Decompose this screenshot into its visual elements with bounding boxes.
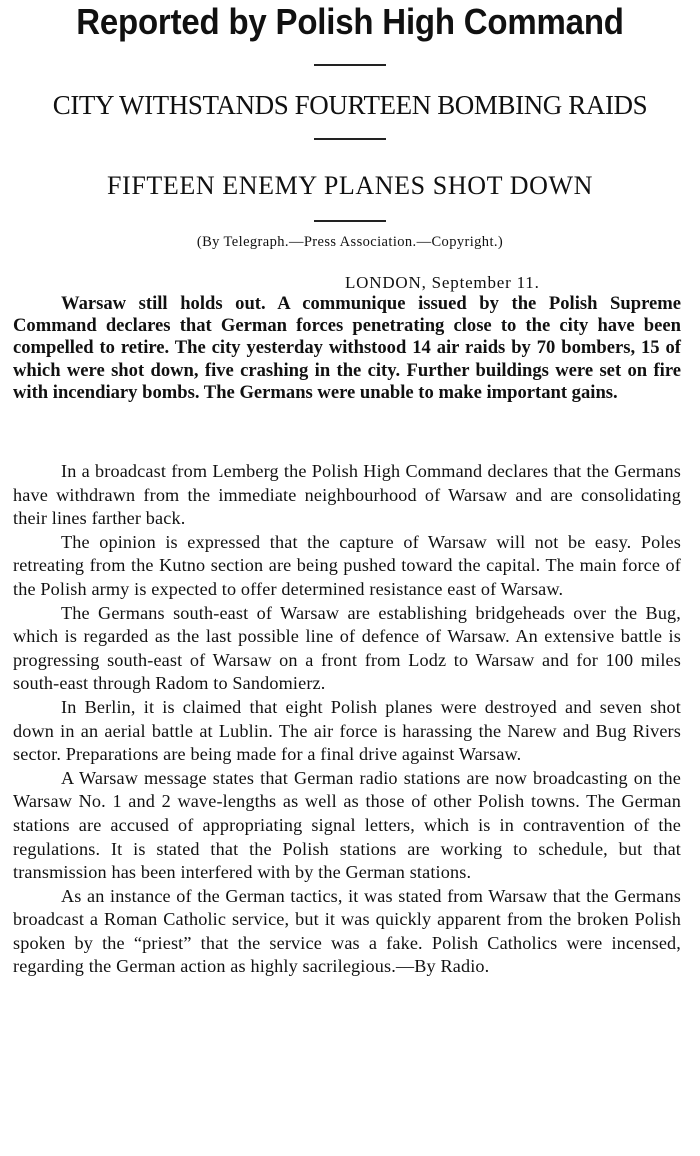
sub-headline: FIFTEEN ENEMY PLANES SHOT DOWN bbox=[107, 171, 593, 200]
body-paragraph: The Germans south-east of Warsaw are establishing bridgeheads over the Bug, which is regarded as the last possible line of defence of Warsaw. An extensive battle is progressing south-east of Warsaw on a front from Lodz to Warsaw and for 100 miles south-east through Radom to Sandomierz. bbox=[13, 602, 681, 694]
divider-rule bbox=[314, 220, 386, 222]
article-body bbox=[13, 460, 681, 979]
body-paragraph: In Berlin, it is claimed that eight Polish planes were destroyed and seven shot down in an aerial battle at Lublin. The air force is harassing the Narew and Bug Rivers sector. Preparations are being made for a final drive against Warsaw. bbox=[13, 696, 681, 765]
body-paragraph: As an instance of the German tactics, it was stated from Warsaw that the Germans broadcast a Roman Catholic service, but it was quickly apparent from the broken Polish spoken by the “priest” that the service was a fake. Polish Catholics were incensed, regarding the German action as highly sacrilegious.—By Radio. bbox=[13, 885, 681, 977]
lead-paragraph: Warsaw still holds out. A communique issued by the Polish Supreme Command declares that German forces penetrating close to the city have been compelled to retire. The city yesterday withstood 14 air raids by 70 bombers, 15 of which were shot down, five crashing in the city. Further buildings were set on fire with incendiary bombs. The Germans were unable to make important gains. bbox=[13, 293, 681, 403]
divider-rule bbox=[314, 138, 386, 140]
divider-rule bbox=[314, 64, 386, 66]
kicker-headline: Reported by Polish High Command bbox=[76, 1, 624, 42]
body-paragraph: In a broadcast from Lemberg the Polish High Command declares that the Germans have withdrawn from the immediate neighbourhood of Warsaw and are consolidating their lines farther back. bbox=[13, 461, 681, 529]
main-headline: CITY WITHSTANDS FOURTEEN BOMBING RAIDS bbox=[52, 90, 648, 120]
byline: (By Telegraph.—Press Association.—Copyright.) bbox=[196, 234, 504, 250]
dateline: LONDON, September 11. bbox=[345, 273, 540, 292]
body-paragraph: The opinion is expressed that the capture of Warsaw will not be easy. Poles retreating from the Kutno section are being pushed toward the capital. The main force of the Polish army is expected to offer determined resistance east of Warsaw. bbox=[13, 531, 681, 599]
body-paragraph: A Warsaw message states that German radio stations are now broadcasting on the Warsaw No. 1 and 2 wave-lengths as well as those of other Polish towns. The German stations are accused of appropriating signal letters, which is in contravention of the regulations. It is stated that the Polish stations are working to schedule, but that transmission has been interfered with by the German stations. bbox=[13, 767, 681, 883]
